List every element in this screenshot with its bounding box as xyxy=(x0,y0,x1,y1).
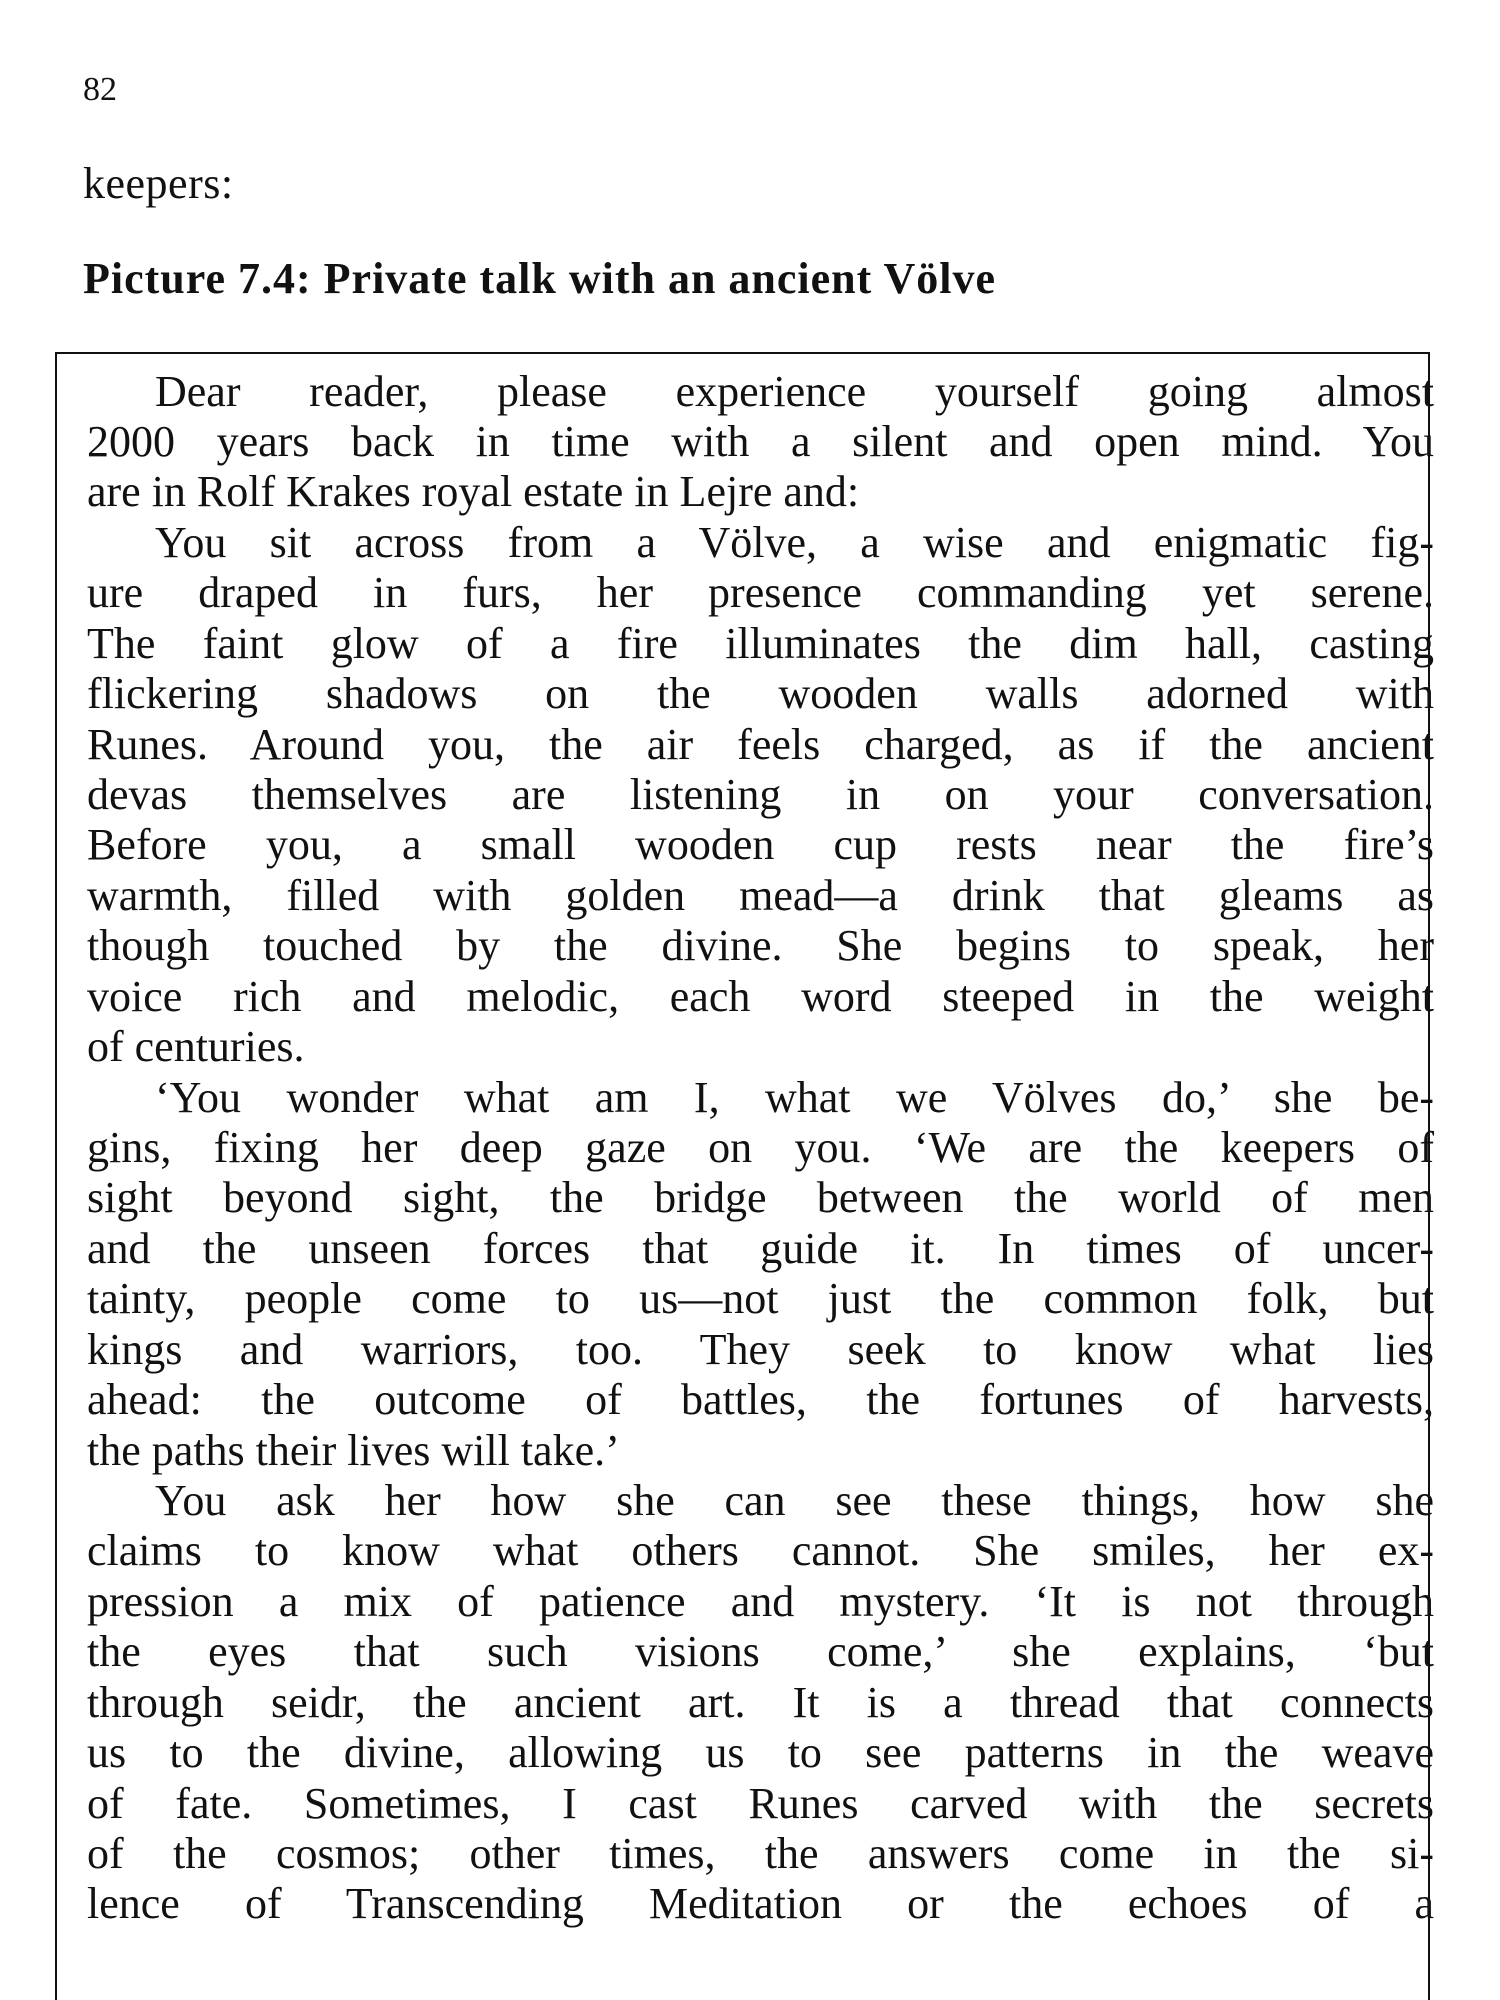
text-line: You sit across from a Völve, a wise and enigmatic fig- xyxy=(155,518,1434,567)
text-line: Before you, a small wooden cup rests near the fire’s xyxy=(87,820,1434,869)
text-line: and the unseen forces that guide it. In times of uncer- xyxy=(87,1224,1434,1273)
text-line: the eyes that such visions come,’ she explains, ‘but xyxy=(87,1627,1434,1676)
text-line: tainty, people come to us—not just the common folk, but xyxy=(87,1274,1434,1323)
text-line: of the cosmos; other times, the answers come in the si- xyxy=(87,1829,1434,1878)
text-line: of fate. Sometimes, I cast Runes carved with the secrets xyxy=(87,1779,1434,1828)
picture-caption: Picture 7.4: Private talk with an ancient Völve xyxy=(83,254,997,303)
text-line: though touched by the divine. She begins to speak, her xyxy=(87,921,1434,970)
text-line: gins, fixing her deep gaze on you. ‘We are the keepers of xyxy=(87,1123,1434,1172)
text-line: claims to know what others cannot. She smiles, her ex- xyxy=(87,1526,1434,1575)
boxed-narrative xyxy=(55,352,1434,2000)
continuation-text: keepers: xyxy=(83,159,234,208)
text-line: pression a mix of patience and mystery. ‘It is not through xyxy=(87,1577,1434,1626)
text-line: of centuries. xyxy=(87,1022,305,1071)
text-line: kings and warriors, too. They seek to know what lies xyxy=(87,1325,1434,1374)
text-line: the paths their lives will take.’ xyxy=(87,1426,620,1475)
text-line: 2000 years back in time with a silent and open mind. You xyxy=(87,417,1434,466)
text-line: ure draped in furs, her presence commanding yet serene. xyxy=(87,568,1434,617)
text-line: You ask her how she can see these things, how she xyxy=(155,1476,1434,1525)
text-line: sight beyond sight, the bridge between the world of men xyxy=(87,1173,1434,1222)
text-line: warmth, filled with golden mead—a drink that gleams as xyxy=(87,871,1434,920)
text-line: are in Rolf Krakes royal estate in Lejre and: xyxy=(87,467,860,516)
text-line: flickering shadows on the wooden walls adorned with xyxy=(87,669,1434,718)
text-line: The faint glow of a fire illuminates the dim hall, casting xyxy=(87,619,1434,668)
text-line: Runes. Around you, the air feels charged, as if the ancient xyxy=(87,720,1434,769)
text-line: devas themselves are listening in on your conversation. xyxy=(87,770,1434,819)
text-line: lence of Transcending Meditation or the echoes of a xyxy=(87,1879,1434,1928)
text-line: ahead: the outcome of battles, the fortunes of harvests, xyxy=(87,1375,1434,1424)
text-line: through seidr, the ancient art. It is a thread that connects xyxy=(87,1678,1434,1727)
text-line: us to the divine, allowing us to see patterns in the weave xyxy=(87,1728,1434,1777)
text-line: ‘You wonder what am I, what we Völves do,’ she be- xyxy=(155,1073,1434,1122)
text-line: Dear reader, please experience yourself going almost xyxy=(155,367,1434,416)
page-number: 82 xyxy=(83,71,117,108)
text-line: voice rich and melodic, each word steeped in the weight xyxy=(87,972,1434,1021)
